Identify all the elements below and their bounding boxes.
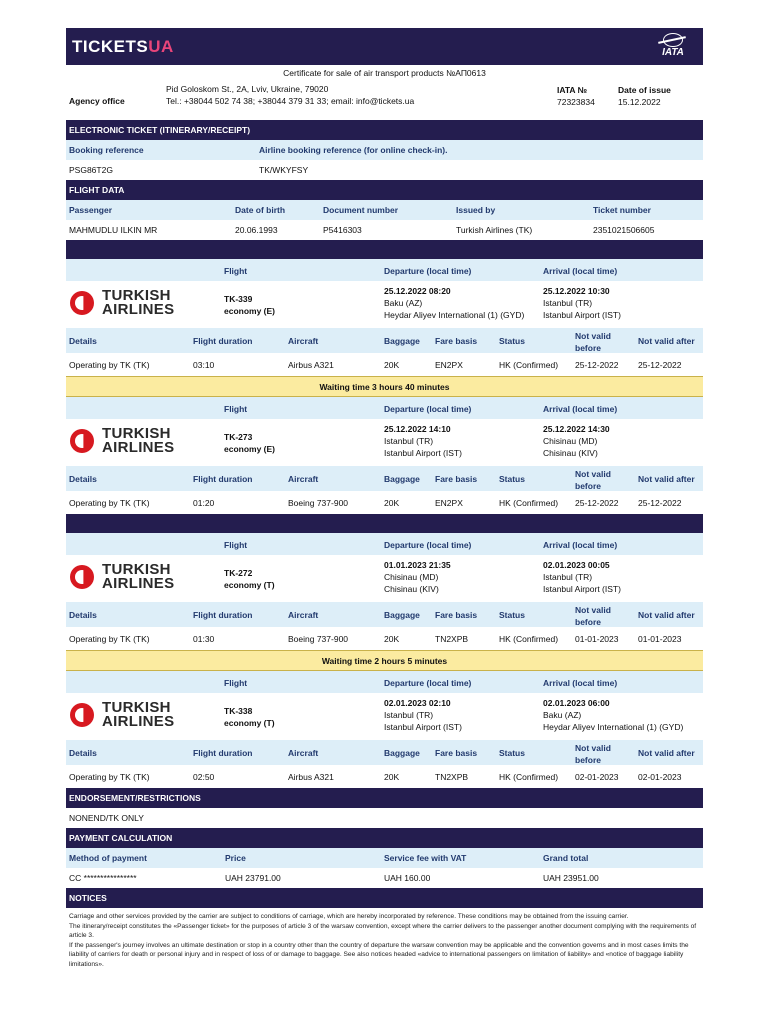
agency-block [66, 80, 703, 120]
turkish-airlines-logo-icon: TURKISH AIRLINES [70, 289, 182, 319]
booking-labels: Booking reference Airline booking reference (for online check-in). [66, 140, 703, 160]
segment-flight-info [66, 555, 703, 602]
segment-flight-info [66, 419, 703, 466]
date-of-issue: Date of issue 15.12.2022 [618, 85, 671, 107]
segment-details-labels: Details Flight duration Aircraft Baggage Fare basis Status Not valid before Not valid after [66, 740, 703, 765]
segment-details-values: Operating by TK (TK) 01:30 Boeing 737-900 20K TN2XPB HK (Confirmed) 01-01-2023 01-01-2023 [69, 634, 682, 644]
waiting-time-banner: Waiting time 3 hours 40 minutes [66, 376, 703, 397]
turkish-airlines-logo-icon: TURKISH AIRLINES [70, 427, 182, 457]
agency-label: Agency office [69, 96, 125, 106]
turkish-airlines-logo-icon: TURKISH AIRLINES [70, 563, 182, 593]
flight-data-section-title: FLIGHT DATA [66, 180, 703, 200]
payment-section-title: PAYMENT CALCULATION [66, 828, 703, 848]
airline-booking-reference: TK/WKYFSY [259, 165, 309, 175]
segment-details-values: Operating by TK (TK) 02:50 Airbus A321 20K TN2XPB HK (Confirmed) 02-01-2023 02-01-2023 [69, 772, 682, 782]
segment-flight-info [66, 281, 703, 328]
endorsement-section-title: ENDORSEMENT/RESTRICTIONS [66, 788, 703, 808]
ticketsua-logo: TICKETSUA [72, 37, 174, 56]
flight-number: TK-273 economy (E) [224, 432, 276, 454]
segment-details-labels: Details Flight duration Aircraft Baggage Fare basis Status Not valid before Not valid after [66, 602, 703, 627]
turkish-airlines-logo-icon: TURKISH AIRLINES [70, 701, 182, 731]
payment-values: CC **************** UAH 23791.00 UAH 160.00 UAH 23951.00 [69, 873, 599, 883]
segment-header-labels: Flight Departure (local time) Arrival (local time) [66, 671, 703, 693]
departure-info: 25.12.2022 08:20 Baku (AZ) Heydar Aliyev International (1) (GYD) [384, 286, 525, 320]
segment-details-labels: Details Flight duration Aircraft Baggage Fare basis Status Not valid before Not valid after [66, 328, 703, 353]
passenger-labels: Passenger Date of birth Document number Issued by Ticket number [66, 200, 703, 220]
arrival-info: 25.12.2022 14:30 Chisinau (MD) Chisinau (KIV) [543, 424, 610, 458]
segments-container [66, 240, 703, 788]
segment-header-labels: Flight Departure (local time) Arrival (local time) [66, 533, 703, 555]
flight-number: TK-339 economy (E) [224, 294, 276, 316]
payment-labels: Method of payment Price Service fee with VAT Grand total [66, 848, 703, 868]
departure-info: 25.12.2022 14:10 Istanbul (TR) Istanbul Airport (IST) [384, 424, 462, 458]
departure-info: 01.01.2023 21:35 Chisinau (MD) Chisinau (KIV) [384, 560, 451, 594]
segment-header-labels: Flight Departure (local time) Arrival (local time) [66, 397, 703, 419]
segment-header-labels: Flight Departure (local time) Arrival (local time) [66, 259, 703, 281]
agency-address: Pid Goloskom St., 2A, Lviv, Ukraine, 79020 Tel.: +38044 502 74 38; +38044 379 31 33; email: info@tickets.ua [166, 84, 415, 106]
iata-number: IATA № 72323834 [557, 85, 595, 107]
waiting-time-banner: Waiting time 2 hours 5 minutes [66, 650, 703, 671]
arrival-info: 02.01.2023 00:05 Istanbul (TR) Istanbul Airport (IST) [543, 560, 621, 594]
ticket-document [66, 28, 703, 973]
segment-details-values: Operating by TK (TK) 01:20 Boeing 737-900 20K EN2PX HK (Confirmed) 25-12-2022 25-12-2022 [69, 498, 682, 508]
arrival-info: 25.12.2022 10:30 Istanbul (TR) Istanbul Airport (IST) [543, 286, 621, 320]
header-bar [66, 28, 703, 65]
passenger-values: MAHMUDLU ILKIN MR 20.06.1993 P5416303 Turkish Airlines (TK) 2351021506605 [69, 225, 655, 235]
flight-number: TK-272 economy (T) [224, 568, 275, 590]
booking-values [66, 160, 703, 180]
notices-section-title: NOTICES [66, 888, 703, 908]
journey-separator-bar [66, 240, 703, 259]
booking-reference: PSG86T2G [69, 165, 113, 175]
segment-details-values: Operating by TK (TK) 03:10 Airbus A321 20K EN2PX HK (Confirmed) 25-12-2022 25-12-2022 [69, 360, 682, 370]
segment-details-labels: Details Flight duration Aircraft Baggage Fare basis Status Not valid before Not valid after [66, 466, 703, 491]
certificate-line: Certificate for sale of air transport products №АП0613 [283, 68, 486, 78]
iata-logo-icon: IATA [653, 33, 693, 61]
flight-number: TK-338 economy (T) [224, 706, 275, 728]
journey-separator-bar [66, 514, 703, 533]
eticket-section-title: ELECTRONIC TICKET (ITINERARY/RECEIPT) [66, 120, 703, 140]
endorsement-text: NONEND/TK ONLY [69, 813, 144, 823]
segment-flight-info [66, 693, 703, 740]
departure-info: 02.01.2023 02:10 Istanbul (TR) Istanbul Airport (IST) [384, 698, 462, 732]
notices-text: Carriage and other services provided by the carrier are subject to conditions of carriage, which are hereby incorporated by reference. These conditions may be obtained from the issuing carrier. The itinerary/receipt constitutes the «Passenger ticket» for the purposes of article 3 of the warsaw convention, except where the carrier delivers to the passenger another document complying with the requirements of article 3. If the passenger's journey involves an ultimate destination or stop in a country other than the country of departure the warsaw convention may be applicable and the convention governs and in most cases limits the liability of carriers for death or personal injury and in respect of loss of or damage to baggage. See also notices headed «advice to international passengers on limitation of liability» and «notice of baggage liability limitations». [69, 913, 697, 968]
arrival-info: 02.01.2023 06:00 Baku (AZ) Heydar Aliyev International (1) (GYD) [543, 698, 684, 732]
